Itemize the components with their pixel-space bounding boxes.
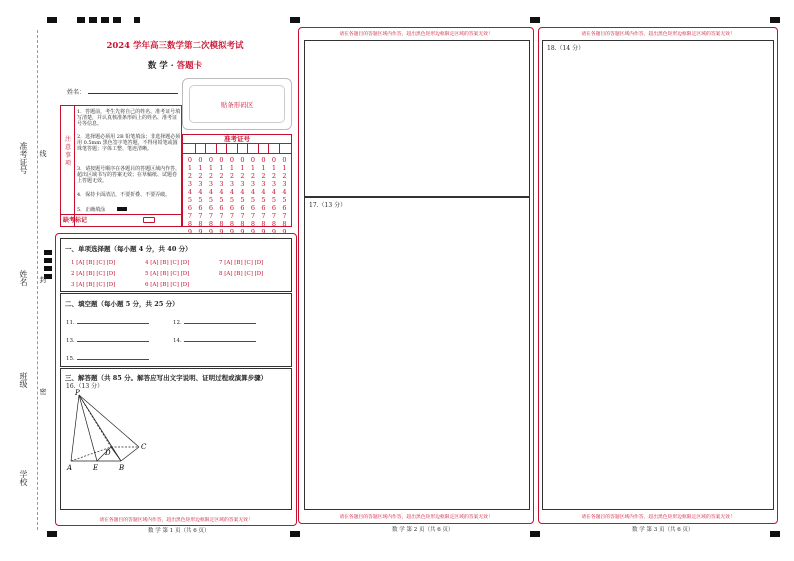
- ticket-digit[interactable]: 8: [271, 220, 277, 228]
- ticket-digit[interactable]: 2: [240, 172, 245, 180]
- ticket-digit[interactable]: 6: [198, 204, 203, 212]
- ticket-digit[interactable]: 7: [198, 212, 203, 220]
- ticket-digit[interactable]: 8: [250, 220, 256, 228]
- ticket-digit[interactable]: 9: [250, 228, 256, 236]
- label-E: E: [93, 464, 99, 472]
- ticket-digit[interactable]: 6: [261, 204, 266, 212]
- ticket-digit[interactable]: 0: [219, 156, 224, 164]
- ticket-digit[interactable]: 3: [261, 180, 266, 188]
- subject-title: [60, 59, 290, 71]
- ticket-digit[interactable]: 4: [271, 188, 277, 196]
- ticket-digit[interactable]: 5: [250, 196, 256, 204]
- ticket-digit[interactable]: 9: [219, 228, 224, 236]
- ticket-digit[interactable]: 3: [219, 180, 224, 188]
- q18-label: 18.（14 分）: [547, 45, 585, 52]
- section2-title: 二、填空题（每小题 5 分，共 25 分）: [65, 300, 179, 308]
- fill-example-label: 5．正确填涂: [77, 207, 106, 213]
- ticket-digit[interactable]: 0: [261, 156, 266, 164]
- ticket-digit[interactable]: 3: [187, 180, 193, 188]
- ticket-digit[interactable]: 5: [219, 196, 224, 204]
- notice-item-2: 2．选择题必须用 2B 铅笔填涂；非选择题必须用 0.5mm 黑色签字笔答题，不得用铅笔或圆珠笔答题；字体工整、笔迹清晰。: [77, 134, 181, 152]
- ticket-grid: [182, 134, 292, 236]
- subject-label: 数 学 ·: [147, 61, 177, 71]
- ticket-digit[interactable]: 7: [219, 212, 224, 220]
- name-input-line[interactable]: [88, 93, 178, 94]
- ticket-digit[interactable]: 8: [240, 220, 245, 228]
- ticket-digit[interactable]: 9: [282, 228, 287, 236]
- registration-mark: [47, 531, 57, 537]
- ticket-label: 准考证号: [183, 135, 291, 144]
- blank-11: 11.: [66, 317, 149, 326]
- registration-mark: [89, 17, 97, 23]
- missing-exam-label: 缺考标记: [63, 217, 88, 224]
- notice-box: [60, 105, 182, 227]
- section1-title: 一、单项选择题（每小题 4 分，共 40 分）: [65, 245, 192, 253]
- ticket-digit[interactable]: 7: [240, 212, 245, 220]
- ticket-digit[interactable]: 1: [250, 164, 256, 172]
- page1-footer: 数 学 第 1 页（共 6 页）: [148, 528, 210, 534]
- ticket-digit[interactable]: 5: [271, 196, 277, 204]
- binding-strip: [18, 140, 48, 500]
- ticket-digit[interactable]: 9: [240, 228, 245, 236]
- registration-mark: [530, 17, 540, 23]
- page3-footer: 数 学 第 3 页（共 6 页）: [632, 527, 694, 533]
- registration-mark: [101, 17, 109, 23]
- ticket-digit[interactable]: 3: [240, 180, 245, 188]
- ticket-column-divider: [258, 144, 259, 154]
- ticket-digit-column[interactable]: [197, 156, 205, 236]
- ticket-digit[interactable]: 4: [219, 188, 224, 196]
- fill-example-mark: [117, 207, 127, 211]
- ticket-digit[interactable]: 0: [187, 156, 193, 164]
- ticket-digit[interactable]: 6: [282, 204, 287, 212]
- ticket-digit[interactable]: 4: [198, 188, 203, 196]
- ticket-digit[interactable]: 5: [240, 196, 245, 204]
- ticket-digit[interactable]: 2: [229, 172, 235, 180]
- ticket-digit[interactable]: 4: [187, 188, 193, 196]
- registration-mark: [290, 17, 300, 23]
- ticket-digit[interactable]: 6: [250, 204, 256, 212]
- mc-q5[interactable]: 5 [A] [B] [C] [D]: [145, 271, 190, 277]
- mc-q1[interactable]: 1 [A] [B] [C] [D]: [71, 260, 116, 266]
- ticket-digit[interactable]: 6: [240, 204, 245, 212]
- mc-q6[interactable]: 6 [A] [B] [C] [D]: [145, 282, 190, 288]
- ticket-digit[interactable]: 8: [198, 220, 203, 228]
- ticket-digit[interactable]: 9: [271, 228, 277, 236]
- mc-q2[interactable]: 2 [A] [B] [C] [D]: [71, 271, 116, 277]
- binding-class-label: 班级: [19, 372, 28, 388]
- ticket-digit[interactable]: 2: [219, 172, 224, 180]
- ticket-digit[interactable]: 1: [208, 164, 214, 172]
- ticket-column-divider: [247, 144, 248, 154]
- ticket-digit[interactable]: 0: [282, 156, 287, 164]
- ticket-digit[interactable]: 7: [271, 212, 277, 220]
- ticket-digit-column[interactable]: [228, 156, 236, 236]
- ticket-digit[interactable]: 3: [282, 180, 287, 188]
- ticket-digit[interactable]: 7: [261, 212, 266, 220]
- ticket-digit[interactable]: 5: [187, 196, 193, 204]
- mc-q8[interactable]: 8 [A] [B] [C] [D]: [219, 271, 264, 277]
- label-B: B: [119, 464, 125, 472]
- ticket-digit[interactable]: 6: [208, 204, 214, 212]
- mc-q7[interactable]: 7 [A] [B] [C] [D]: [219, 260, 264, 266]
- ticket-digit[interactable]: 8: [229, 220, 235, 228]
- ticket-digit[interactable]: 0: [198, 156, 203, 164]
- ticket-digit[interactable]: 2: [271, 172, 277, 180]
- ticket-digit[interactable]: 5: [282, 196, 287, 204]
- page3-top-note: 请在各题目的答题区域内作答，超出黑色矩形边框限定区域的答案无效！: [581, 32, 735, 37]
- notice-item-1: 1．答题前，考生先将自己的姓名、准考证号填写清楚，并认真核准条形码上的姓名、准考证号等信息。: [77, 109, 181, 127]
- ticket-column-divider: [226, 144, 227, 154]
- ticket-digit-column[interactable]: [239, 156, 247, 236]
- barcode-label: 贴条形码区: [220, 101, 254, 109]
- ticket-digit[interactable]: 9: [229, 228, 235, 236]
- q18-box[interactable]: [542, 40, 774, 510]
- registration-mark: [290, 531, 300, 537]
- ticket-digit[interactable]: 6: [219, 204, 224, 212]
- ticket-digit[interactable]: 6: [229, 204, 235, 212]
- ticket-digit[interactable]: 7: [229, 212, 235, 220]
- ticket-digit[interactable]: 8: [219, 220, 224, 228]
- mc-q3[interactable]: 3 [A] [B] [C] [D]: [71, 282, 116, 288]
- ticket-column-divider: [279, 144, 280, 154]
- ticket-digit[interactable]: 2: [250, 172, 256, 180]
- ticket-digit-column[interactable]: [218, 156, 226, 236]
- blank-14: 14.: [173, 335, 256, 344]
- ticket-digit[interactable]: 3: [229, 180, 235, 188]
- ticket-digit[interactable]: 7: [208, 212, 214, 220]
- section3-title: 三、解答题（共 85 分。解答应写出文字说明、证明过程或演算步骤）: [65, 374, 268, 382]
- ticket-digit[interactable]: 1: [198, 164, 203, 172]
- binding-dashed-line: [37, 30, 38, 530]
- missing-exam-box[interactable]: [143, 217, 155, 223]
- binding-ticket-label: 准考证号: [19, 142, 28, 174]
- label-A: A: [67, 464, 73, 472]
- ticket-digit[interactable]: 1: [271, 164, 277, 172]
- ticket-digit-column[interactable]: [270, 156, 278, 236]
- page3-bottom-note: 请在各题目的答题区域内作答，超出黑色矩形边框限定区域的答案无效！: [581, 515, 735, 520]
- ticket-digit[interactable]: 6: [187, 204, 193, 212]
- page2-bottom-note: 请在各题目的答题区域内作答，超出黑色矩形边框限定区域的答案无效！: [339, 515, 493, 520]
- ticket-digit[interactable]: 8: [187, 220, 193, 228]
- ticket-digit[interactable]: 0: [229, 156, 235, 164]
- registration-mark: [77, 17, 85, 23]
- q17-box[interactable]: [304, 197, 530, 510]
- ticket-digit[interactable]: 0: [208, 156, 214, 164]
- blank-15: 15.: [66, 353, 149, 362]
- ticket-digit[interactable]: 0: [271, 156, 277, 164]
- ticket-digit[interactable]: 8: [261, 220, 266, 228]
- label-D: D: [105, 449, 111, 457]
- registration-mark: [770, 17, 780, 23]
- page1-boundary-note: 请在各题目的答题区域内作答，超出黑色矩形边框限定区域的答案无效！: [99, 518, 253, 523]
- q16-continued-box[interactable]: [304, 40, 530, 197]
- ticket-digit-column[interactable]: [281, 156, 289, 236]
- card-label: 答题卡: [176, 61, 203, 71]
- q16-label: 16.（13 分）: [66, 383, 104, 390]
- ticket-digit[interactable]: 4: [250, 188, 256, 196]
- label-C: C: [141, 443, 147, 451]
- ticket-digit[interactable]: 1: [282, 164, 287, 172]
- ticket-digit-column[interactable]: [207, 156, 215, 236]
- ticket-digit[interactable]: 4: [240, 188, 245, 196]
- exam-title: 2024 学年高三数学第二次模拟考试: [106, 41, 244, 51]
- ticket-digit[interactable]: 9: [198, 228, 203, 236]
- ticket-digit[interactable]: 6: [271, 204, 277, 212]
- label-P: P: [75, 389, 80, 397]
- blank-12: 12.: [173, 317, 256, 326]
- blank-13: 13.: [66, 335, 149, 344]
- binding-name-label: 姓名: [19, 270, 28, 286]
- ticket-digit[interactable]: 0: [250, 156, 256, 164]
- ticket-digit[interactable]: 4: [261, 188, 266, 196]
- binding-school-label: 学校: [19, 470, 28, 486]
- ticket-digit[interactable]: 9: [187, 228, 193, 236]
- ticket-digit[interactable]: 3: [198, 180, 203, 188]
- page2-footer: 数 学 第 2 页（共 6 页）: [392, 527, 454, 533]
- ticket-column-divider: [268, 144, 269, 154]
- ticket-column-divider: [237, 144, 238, 154]
- registration-mark: [47, 17, 57, 23]
- binding-line-label: 线: [39, 150, 47, 157]
- ticket-digit[interactable]: 1: [240, 164, 245, 172]
- ticket-digit[interactable]: 2: [208, 172, 214, 180]
- ticket-digit[interactable]: 4: [229, 188, 235, 196]
- ticket-digit[interactable]: 7: [250, 212, 256, 220]
- ticket-digit[interactable]: 2: [261, 172, 266, 180]
- ticket-digit[interactable]: 2: [198, 172, 203, 180]
- page2-top-note: 请在各题目的答题区域内作答，超出黑色矩形边框限定区域的答案无效！: [339, 32, 493, 37]
- ticket-digit[interactable]: 1: [229, 164, 235, 172]
- ticket-digit[interactable]: 2: [282, 172, 287, 180]
- registration-mark: [770, 531, 780, 537]
- registration-mark: [113, 17, 121, 23]
- registration-mark: [134, 17, 140, 23]
- ticket-digit[interactable]: 5: [208, 196, 214, 204]
- ticket-digit[interactable]: 7: [282, 212, 287, 220]
- binding-seal-label: 封: [39, 276, 47, 283]
- ticket-digit-column[interactable]: [186, 156, 194, 236]
- page1-frame: [55, 233, 297, 526]
- ticket-digit[interactable]: 5: [261, 196, 266, 204]
- ticket-digit[interactable]: 0: [240, 156, 245, 164]
- ticket-digit-column[interactable]: [249, 156, 257, 236]
- binding-dense-label: 密: [39, 388, 47, 395]
- ticket-digit[interactable]: 5: [198, 196, 203, 204]
- ticket-digit[interactable]: 4: [208, 188, 214, 196]
- ticket-digit-column[interactable]: [260, 156, 268, 236]
- ticket-column-divider: [205, 144, 206, 154]
- notice-item-3: 3．请按题号顺序在各题目的答题区域内作答，超出区域书写的答案无效；在草稿纸、试题卷上答题无效。: [77, 166, 181, 184]
- ticket-digit[interactable]: 1: [219, 164, 224, 172]
- mc-q4[interactable]: 4 [A] [B] [C] [D]: [145, 260, 190, 266]
- ticket-digit[interactable]: 1: [261, 164, 266, 172]
- ticket-digit[interactable]: 9: [261, 228, 266, 236]
- notice-item-4: 4．保持卡面清洁，不要折叠、不要弄破。: [77, 192, 171, 198]
- ticket-digit[interactable]: 4: [282, 188, 287, 196]
- ticket-digit[interactable]: 3: [250, 180, 256, 188]
- notice-label: 注意事项: [64, 136, 71, 167]
- ticket-column-divider: [216, 144, 217, 154]
- ticket-digit[interactable]: 3: [208, 180, 214, 188]
- ticket-digit[interactable]: 1: [187, 164, 193, 172]
- ticket-digit[interactable]: 8: [282, 220, 287, 228]
- ticket-digit[interactable]: 8: [208, 220, 214, 228]
- ticket-digit[interactable]: 9: [208, 228, 214, 236]
- ticket-digit[interactable]: 3: [271, 180, 277, 188]
- ticket-digit[interactable]: 7: [187, 212, 193, 220]
- ticket-column-divider: [195, 144, 196, 154]
- barcode-area: [182, 78, 292, 130]
- ticket-digit[interactable]: 5: [229, 196, 235, 204]
- ticket-digit[interactable]: 2: [187, 172, 193, 180]
- name-label: 姓名：: [67, 89, 86, 96]
- q17-label: 17.（13 分）: [309, 202, 347, 209]
- registration-mark: [530, 531, 540, 537]
